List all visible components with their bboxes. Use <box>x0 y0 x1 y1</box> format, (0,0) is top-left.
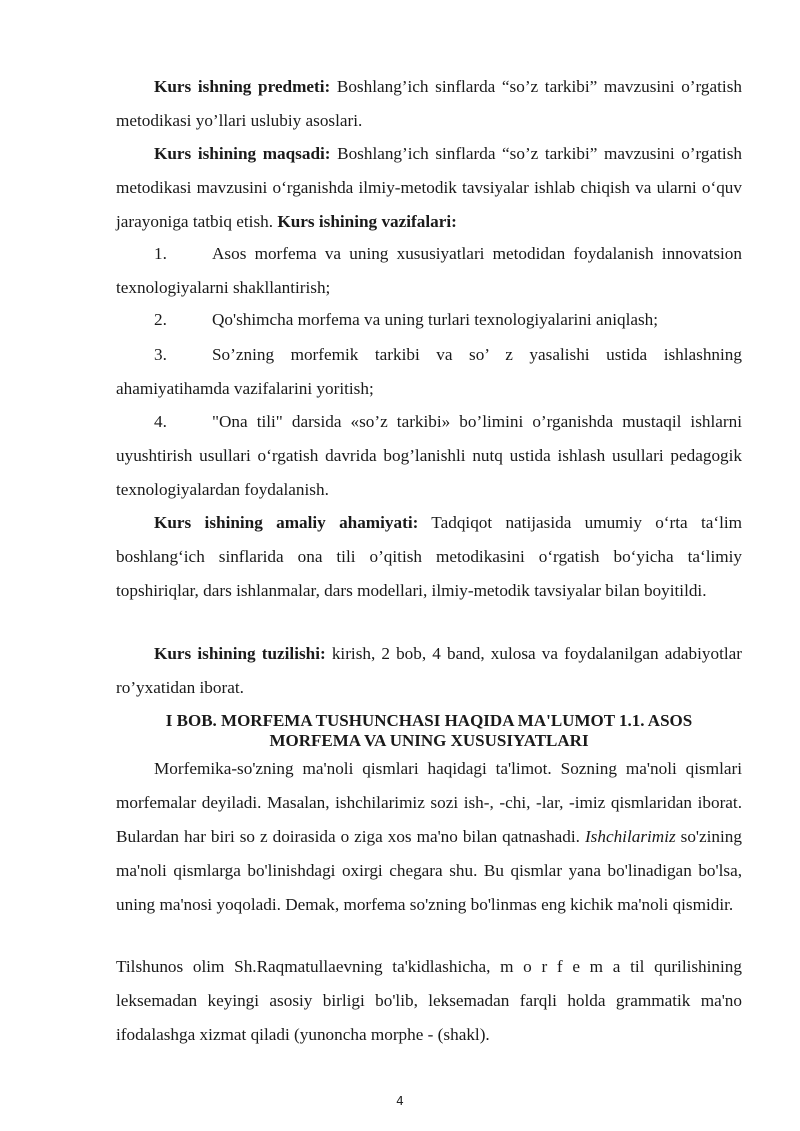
course-goal-paragraph <box>116 137 742 239</box>
practical-importance-label: Kurs ishining amaliy ahamiyati: <box>154 513 419 532</box>
task-number: 4. <box>154 412 167 431</box>
task-text: So’zning morfemik tarkibi va so’ z yasalishi ustida ishlashning ahamiyatihamda vazifalarini yoritish; <box>116 345 742 398</box>
linguist-quote-paragraph <box>116 950 742 1052</box>
linguist-quote-text: Tilshunos olim Sh.Raqmatullaevning ta'kidlashicha, m o r f e m a til qurilishining leksemadan keyingi asosiy birligi bo'lib, leksemadan farqli holda grammatik ma'no ifodalashga xizmat qiladi (yunoncha morphe - (shakl). <box>116 957 742 1044</box>
morphemics-example-word: Ishchilarimiz <box>584 827 676 846</box>
morphemics-text-end: so'zining ma'noli qismlarga bo'linishdagi oxirgi chegara shu. Bu qismlar yana bo'linadigan bo'lsa, uning ma'nosi yoqoladi. Demak, morfema so'zning bo'linmas eng kichik ma'noli qismidir. <box>116 827 742 914</box>
course-goal-text: Boshlang’ich sinflarda “so’z tarkibi” mavzusini o’rgatish metodikasi mavzusini o‘rganishda ilmiy-metodik tavsiyalar ishlab chiqish va ularni o‘quv jarayoniga tatbiq etish. <box>116 144 742 231</box>
task-number: 3. <box>154 345 167 364</box>
course-subject-text: Boshlang’ich sinflarda “so’z tarkibi” mavzusini o’rgatish metodikasi yo’llari uslubiy asoslari. <box>116 77 742 130</box>
chapter-heading <box>116 711 742 751</box>
structure-label: Kurs ishining tuzilishi: <box>154 644 326 663</box>
morphemics-paragraph <box>116 752 742 922</box>
course-tasks-label: Kurs ishining vazifalari: <box>277 212 457 231</box>
task-number: 2. <box>154 310 167 329</box>
task-number: 1. <box>154 244 167 263</box>
task-text: Asos morfema va uning xususiyatlari metodidan foydalanish innovatsion texnologiyalarni shakllantirish; <box>116 244 742 297</box>
course-subject-paragraph <box>116 70 742 138</box>
structure-text: kirish, 2 bob, 4 band, xulosa va foydalanilgan adabiyotlar ro’yxatidan iborat. <box>116 644 743 697</box>
task-item-1 <box>116 237 742 305</box>
chapter-heading-line-1: I BOB. MORFEMA TUSHUNCHASI HAQIDA MA'LUMOT 1.1. ASOS <box>165 711 693 730</box>
task-item-2 <box>116 303 742 337</box>
course-subject-label: Kurs ishning predmeti: <box>154 77 331 96</box>
page-number: 4 <box>396 1094 404 1108</box>
task-text: Qo'shimcha morfema va uning turlari texnologiyalarini aniqlash; <box>212 310 659 329</box>
task-item-3 <box>116 338 742 406</box>
task-item-4 <box>116 405 742 507</box>
chapter-heading-line-2: MORFEMA VA UNING XUSUSIYATLARI <box>269 731 589 750</box>
course-goal-label: Kurs ishining maqsadi: <box>154 144 331 163</box>
task-text: "Ona tili" darsida «so’z tarkibi» bo’limini o’rganishda mustaqil ishlarni uyushtirish usullari o‘rgatish davrida bog’lanishli nutq ustida ishlash usullari pedagogik texnologiyalardan foydalanish. <box>116 412 742 499</box>
morphemics-text-start: Morfemika-so'zning ma'noli qismlari haqidagi ta'limot. Sozning ma'noli qismlari morfemalar deyiladi. Masalan, ishchilarimiz sozi ish-, -chi, -lar, -imiz qismlaridan iborat. Bulardan har biri so z doirasida o ziga xos ma'no bilan qatnashadi. <box>116 759 742 846</box>
practical-importance-text: Tadqiqot natijasida umumiy o‘rta ta‘lim boshlang‘ich sinflarida ona tili o’qitish metodikasini o‘rgatish bo‘yicha ta‘limiy topshiriqlar, dars ishlanmalar, dars modellari, ilmiy-metodik tavsiyalar bilan boyitildi. <box>116 513 742 600</box>
practical-importance-paragraph <box>116 506 742 608</box>
structure-paragraph <box>116 637 742 705</box>
